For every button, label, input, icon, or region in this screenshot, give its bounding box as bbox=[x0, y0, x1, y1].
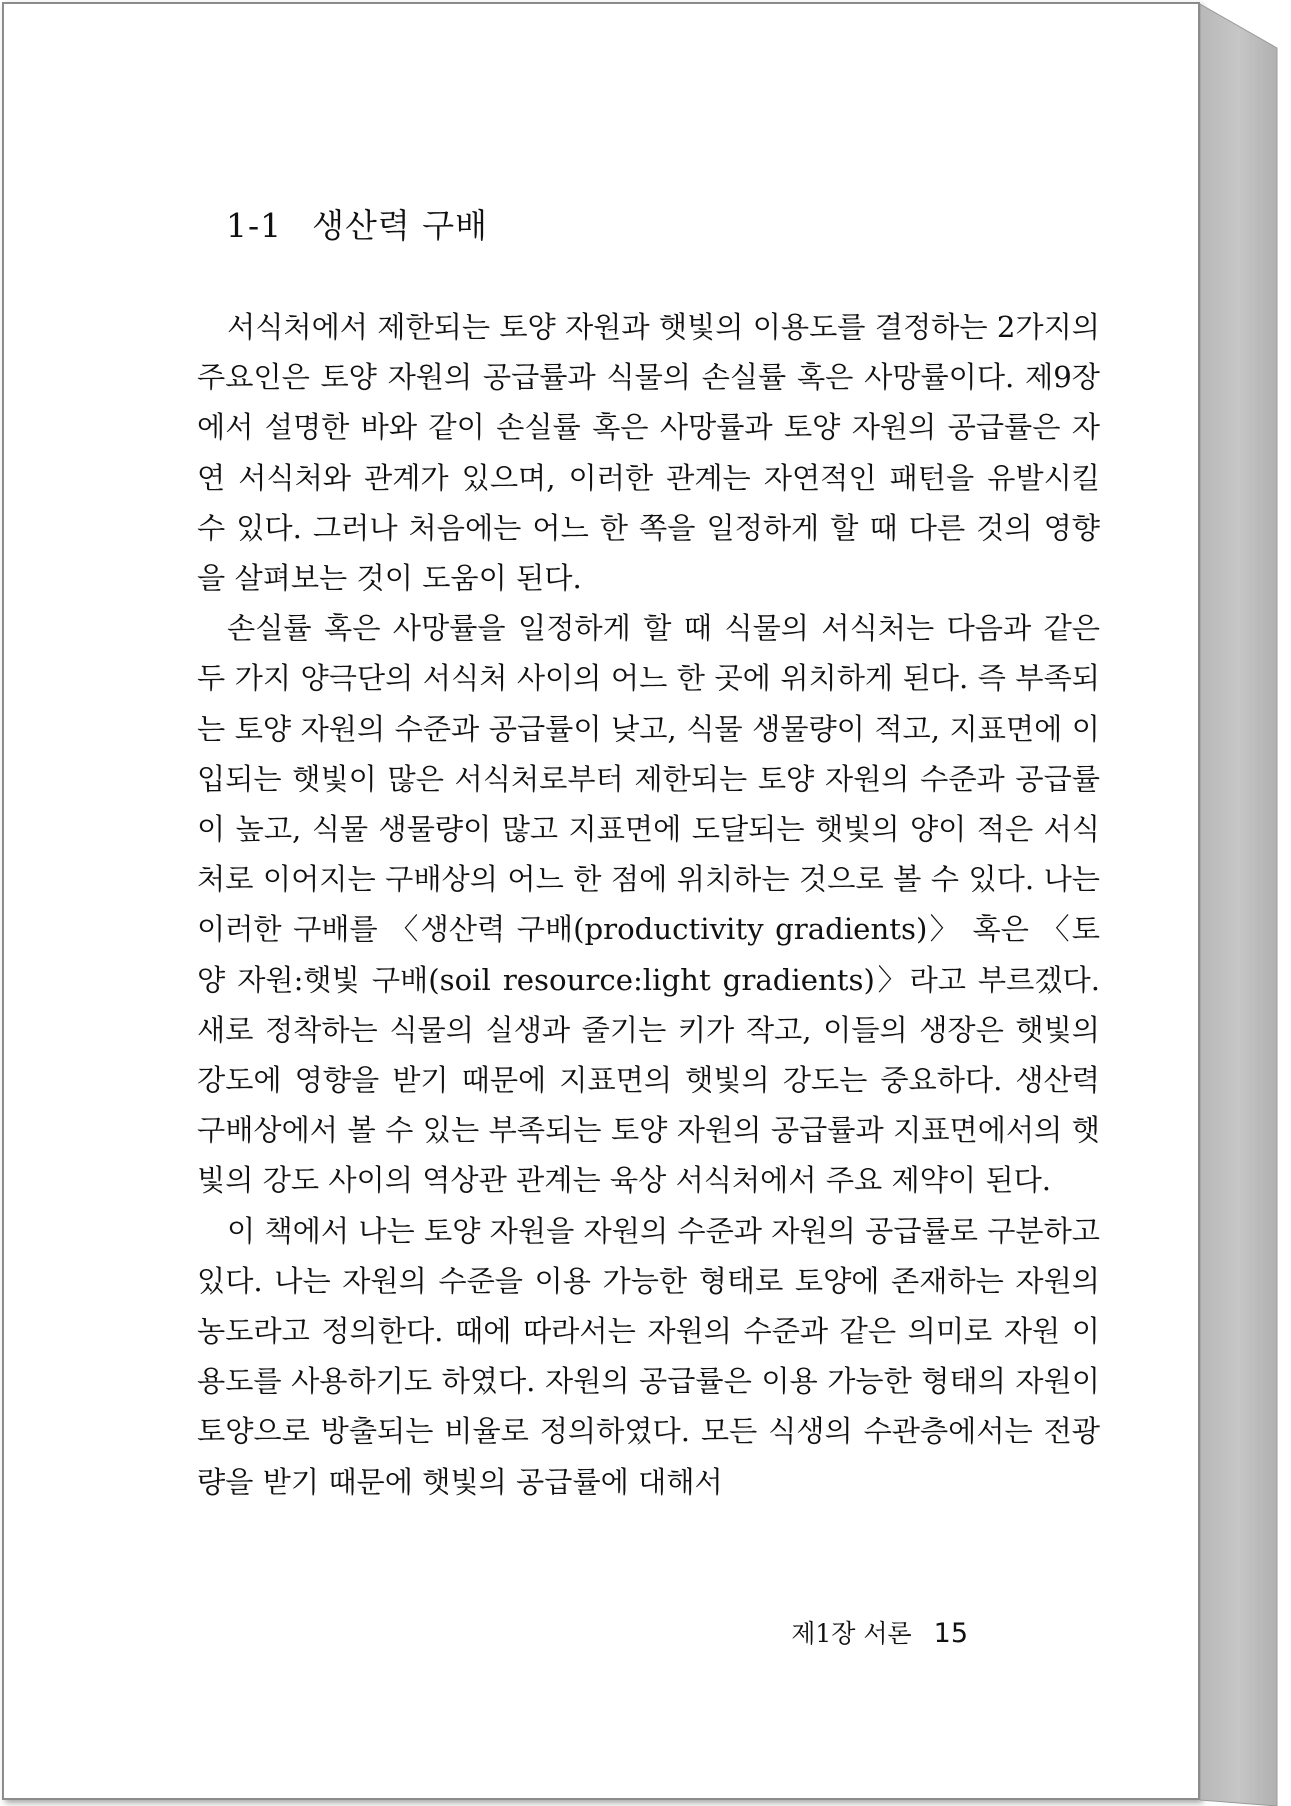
book-side-edge bbox=[1200, 0, 1291, 1806]
page-number: 15 bbox=[933, 1618, 968, 1649]
section-title: 생산력 구배 bbox=[312, 206, 489, 245]
book-page bbox=[2, 2, 1200, 1800]
chapter-label: 제1장 서론 bbox=[791, 1619, 912, 1648]
page-footer bbox=[791, 1614, 968, 1650]
paragraph: 서식처에서 제한되는 토양 자원과 햇빛의 이용도를 결정하는 2가지의 주요인은 토양 자원의 공급률과 식물의 손실률 혹은 사망률이다. 제9장에서 설명한 바와 같이 손실률 혹은 사망률과 토양 자원의 공급률은 자연 서식처와 관계가 있으며, 이러한 관계는 자연적인 패턴을 유발시킬 수 있다. 그러나 처음에는 어느 한 쪽을 일정하게 할 때 다른 것의 영향을 살펴보는 것이 도움이 된다. bbox=[197, 310, 1100, 596]
paragraph: 이 책에서 나는 토양 자원을 자원의 수준과 자원의 공급률로 구분하고 있다. 나는 자원의 수준을 이용 가능한 형태로 토양에 존재하는 자원의 농도라고 정의한다. 때에 따라서는 자원의 수준과 같은 의미로 자원 이용도를 사용하기도 하였다. 자원의 공급률은 이용 가능한 형태의 자원이 토양으로 방출되는 비율로 정의하였다. 모든 식생의 수관층에서는 전광량을 받기 때문에 햇빛의 공급률에 대해서 bbox=[197, 1213, 1100, 1499]
body-text bbox=[197, 302, 1100, 1507]
paragraph: 손실률 혹은 사망률을 일정하게 할 때 식물의 서식처는 다음과 같은 두 가지 양극단의 서식처 사이의 어느 한 곳에 위치하게 된다. 즉 부족되는 토양 자원의 수준과 공급률이 낮고, 식물 생물량이 적고, 지표면에 이입되는 햇빛이 많은 서식처로부터 제한되는 토양 자원의 수준과 공급률이 높고, 식물 생물량이 많고 지표면에 도달되는 햇빛의 양이 적은 서식처로 이어지는 구배상의 어느 한 점에 위치하는 것으로 볼 수 있다. 나는 이러한 구배를 〈생산력 구배(productivity gradients)〉 혹은 〈토양 자원:햇빛 구배(soil resource:light gradients)〉라고 부르겠다. 새로 정착하는 식물의 실생과 줄기는 키가 작고, 이들의 생장은 햇빛의 강도에 영향을 받기 때문에 지표면의 햇빛의 강도는 중요하다. 생산력 구배상에서 볼 수 있는 부족되는 토양 자원의 공급률과 지표면에서의 햇빛의 강도 사이의 역상관 관계는 육상 서식처에서 주요 제약이 된다. bbox=[197, 611, 1100, 1198]
section-number: 1-1 bbox=[226, 206, 283, 245]
section-heading bbox=[226, 200, 488, 247]
